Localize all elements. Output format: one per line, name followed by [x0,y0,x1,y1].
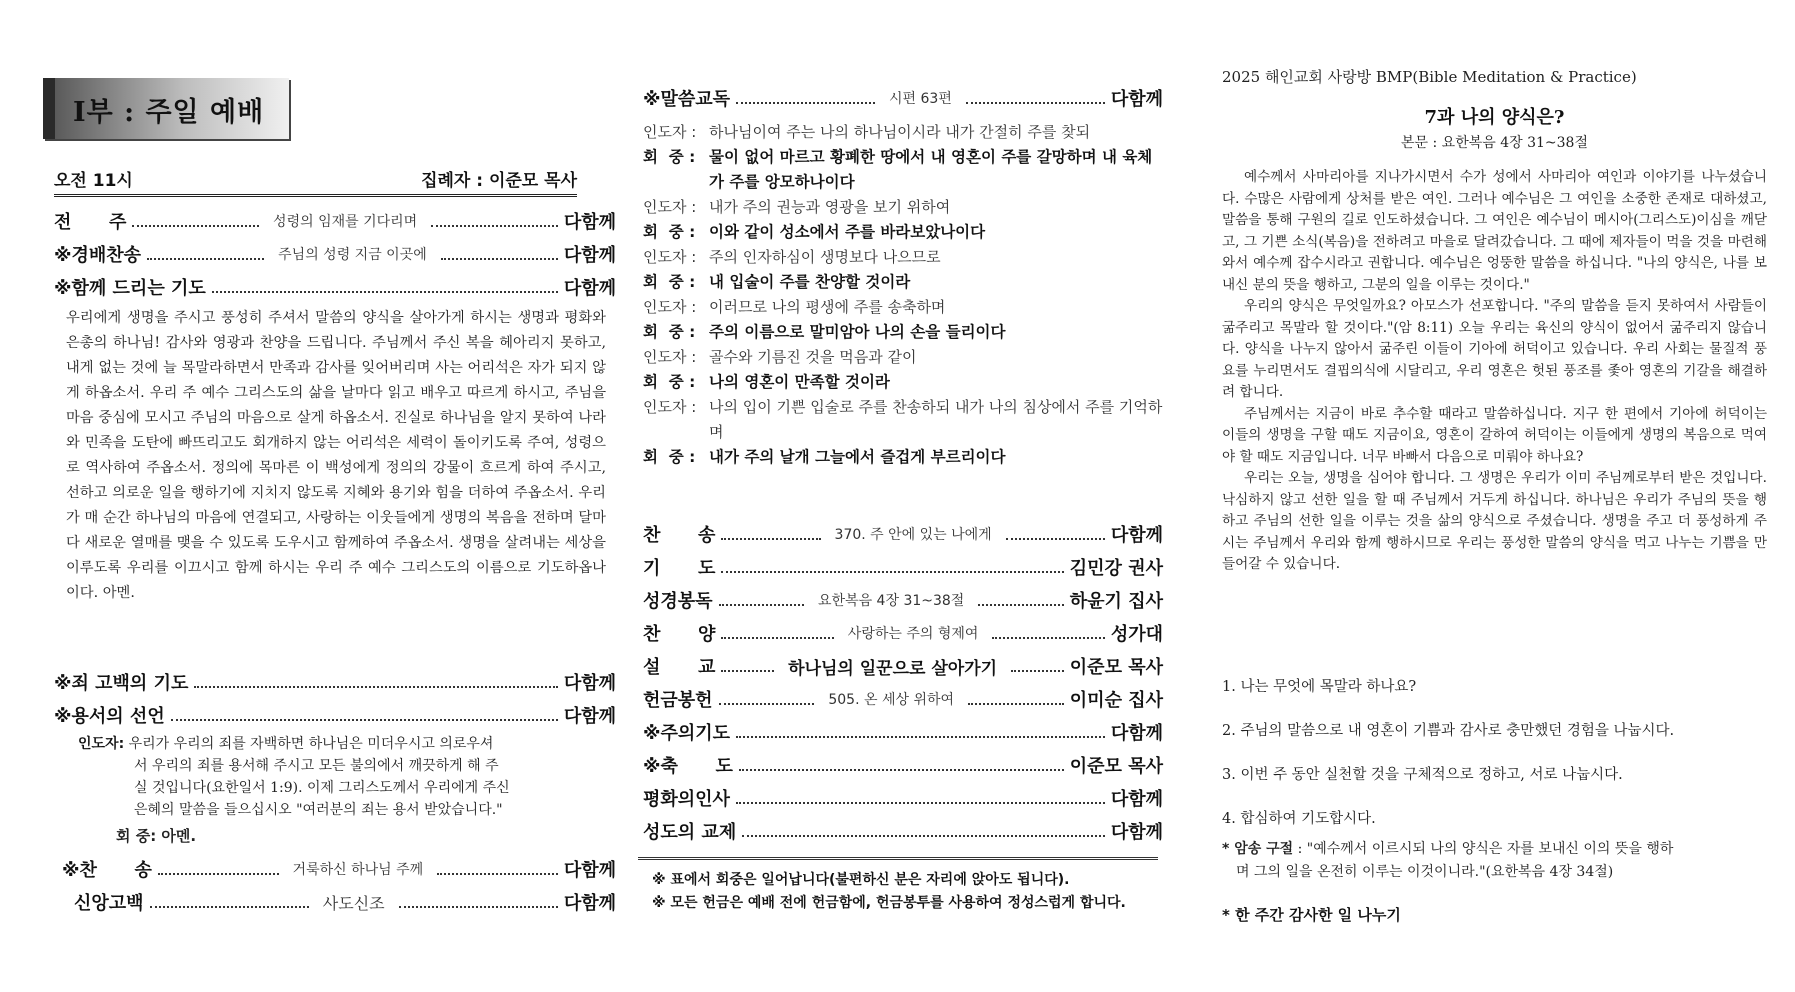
bible-meditation-column [1222,0,1767,992]
leader-dots [132,225,259,227]
speaker-label: 회 중 : [643,373,701,391]
reading-text: 골수와 기름진 것을 먹음과 같이 [709,348,917,366]
reading-text: 내가 주의 날개 그늘에서 즐겁게 부르리이다 [709,448,1006,466]
leader-dots [736,802,1105,804]
order-item [643,553,1163,581]
leader-line [643,295,1163,320]
psalm-reading [643,120,1163,470]
order-item [643,520,1163,548]
reading-text: 주의 이름으로 말미암아 나의 손을 들리이다 [709,323,1006,341]
question-2: 2. 주님의 말씀으로 내 영혼이 기쁨과 감사로 충만했던 경험을 나눕시다. [1222,723,1675,739]
speaker-label: 회 중 : [643,148,701,166]
lesson-paragraph: 주님께서는 지금이 바로 추수할 때라고 말씀하십니다. 지구 한 편에서 기아에 허덕이는 이들의 생명을 구할 때도 지금이요, 영혼이 갈하여 허덕이는 이들에게 생명의 복음으로 먹여야 할 때도 지금입니다. 너무 바빠서 다음으로 미뤄야 하나요? [1222,405,1767,465]
item-leader: 김민강 권사 [1069,558,1163,579]
item-label: 성도의 교제 [643,822,737,843]
reading-text: 내가 주의 권능과 영광을 보기 위하여 [709,198,951,216]
item-label: 찬 송 [643,525,716,546]
order-item [643,784,1163,812]
lesson-paragraph: 우리의 양식은 무엇일까요? 아모스가 선포합니다. "주의 말씀을 듣지 못하여서 사람들이 굶주리고 목말라 할 것이다."(암 8:11) 오늘 우리는 육신의 양식이 없어서 굶주리지 않습니다. 양식을 나누지 않아서 굶주린 이들이 기아에 허덕이고 있습니다. 우리 사회는 물질적 풍요를 누리면서도 결핍의식에 시달리고, 우리 영혼은 헛된 풍조를 좇아 영혼의 기갈을 해결하려 합니다. [1222,298,1767,400]
note-offering: ※ 모든 헌금은 예배 전에 헌금함에, 헌금봉투를 사용하여 정성스럽게 합니다. [652,895,1126,911]
order-item-responsive-reading: ※말씀교독 시편 63편 다함께 [643,89,1164,110]
congregation-line [643,370,1163,395]
notes [652,869,1172,915]
leader-dots [194,686,557,688]
item-leader: 이미순 집사 [1069,690,1164,711]
item-label: ※주의기도 [643,723,731,744]
leader-dots [966,102,1105,104]
speaker-label: 회 중 : [643,323,701,341]
leader-dots [992,637,1104,639]
leader-line [643,345,1163,370]
congregation-line [643,145,1163,195]
leader-dots [968,703,1064,705]
memory-verse-label: * 암송 구절 [1222,841,1294,857]
item-leader: 다함께 [1110,723,1163,744]
speaker-label: 회 중 : [643,448,701,466]
reading-text: 나의 영혼이 만족할 것이라 [709,373,890,391]
item-label: 찬 양 [643,624,716,645]
speaker-label: 인도자 : [643,398,702,416]
order-item [643,685,1163,713]
leader-dots [171,719,558,721]
speaker-label: 인도자 : [643,248,702,266]
item-label: 평화의인사 [643,789,730,810]
leader-dots [1006,538,1105,540]
leader-dots [721,538,820,540]
congregation-line [643,320,1163,345]
leader-dots [736,102,875,104]
item-leader: 성가대 [1110,624,1163,645]
leader-dots [721,571,1063,573]
reading-text: 하나님이여 주는 나의 하나님이시라 내가 간절히 주를 찾되 [709,123,1091,141]
item-label: 성경봉독 [643,591,713,612]
reading-text: 이러므로 나의 평생에 주를 송축하며 [709,298,946,316]
leader-line [643,245,1163,270]
section-title-box [43,78,289,139]
order-item [643,586,1163,614]
item-detail: 요한복음 4장 31~38절 [818,593,965,609]
bmp-header: 2025 해인교회 사랑방 BMP(Bible Meditation & Practice) [1222,68,1637,86]
leader-dots [719,604,804,606]
thanks-sharing: * 한 주간 감사한 일 나누기 [1222,906,1401,924]
worship-order-column [40,0,617,992]
order-item [643,619,1163,647]
reading-text: 주의 인자하심이 생명보다 나으므로 [709,248,941,266]
leader-dots [721,670,774,672]
memory-verse: * 암송 구절 : "예수께서 이르시되 나의 양식은 자를 보내신 이의 뜻을 행하 며 그의 일을 온전히 이루는 이것이니라."(요한복음 4장 34절) [1222,841,1674,880]
leader-dots [742,835,1105,837]
order-item-prelude: 전 주 성령의 임재를 기다리며 다함께 [54,212,617,233]
speaker-label: 인도자 : [643,198,702,216]
note-standing: ※ 표에서 회중은 일어납니다(불편하신 분은 자리에 앉아도 됩니다). [652,872,1070,888]
item-detail: 하나님의 일꾼으로 살아가기 [788,658,998,679]
speaker-label: 인도자 : [643,348,702,366]
congregation-line [643,445,1163,470]
lesson-paragraph: 우리는 오늘, 생명을 심어야 합니다. 그 생명은 우리가 이미 주님께로부터 받은 것입니다. 낙심하지 않고 선한 일을 할 때 주님께서 거두게 하십니다. 하나님은 우리가 주님의 뜻을 행하고 주님의 선한 일을 이루는 것을 삶의 양식으로 주셨습니다. 생명을 주고 더 풍성하게 주시는 주님께서 우리와 함께 행하시므로 우리는 풍성한 말씀의 양식을 먹고 나누는 기쁨을 만들어갈 수 있습니다. [1222,470,1767,572]
divider [638,857,1158,860]
presider: 집례자 : 이준모 목사 [421,171,577,191]
congregation-line [643,270,1163,295]
item-detail: 370. 주 안에 있는 나에게 [834,527,992,543]
order-item-worship-hymn: ※경배찬송 주님의 성령 지금 이곳에 다함께 [54,245,617,266]
section-title: I부 : 주일 예배 [73,97,265,128]
leader-line [643,120,1163,145]
order-item-absolution: ※용서의 선언 다함께 [54,706,616,727]
leader-dots [437,873,558,875]
item-label: ※축 도 [643,756,733,777]
leader-dots [739,769,1064,771]
leader-dots [978,604,1063,606]
leader-dots [158,873,279,875]
absolution-responsive: 인도자: 우리가 우리의 죄를 자백하면 하나님은 미더우시고 의로우셔 서 우리의 죄를 용서해 주시고 모든 불의에서 깨끗하게 해 주 실 것입니다(요한일서 1:9). 이제 그리스도께서 우리에게 주신 은혜의 말씀을 들으십시오 "여러분의 죄는 용서 받았습니다." 회 중: 아멘. [78,733,598,847]
lesson-passage: 본문 : 요한복음 4장 31~38절 [1401,135,1588,151]
leader-dots [736,736,1105,738]
order-item-creed: 신앙고백 사도신조 다함께 [74,893,616,914]
congregation-amen: 회 중: 아멘. [116,827,197,845]
reading-text: 나의 입이 기쁜 입술로 주를 찬송하되 내가 나의 침상에서 주를 기억하며 [709,398,1163,441]
order-item [643,817,1163,845]
leader-dots [721,637,833,639]
order-item-confession: ※죄 고백의 기도 다함께 [54,673,616,694]
item-label: 설 교 [643,657,716,678]
item-leader: 다함께 [1110,822,1163,843]
order-item [643,751,1163,779]
speaker-label: 인도자 : [643,298,702,316]
item-leader: 다함께 [1110,525,1164,546]
service-info-row [54,166,577,197]
leader-dots [150,906,309,908]
item-leader: 이준모 목사 [1069,657,1164,678]
speaker-label: 회 중 : [643,273,701,291]
prayer-text: 우리에게 생명을 주시고 풍성히 주셔서 말씀의 양식을 살아가게 하시는 생명과 평화와 은총의 하나님! 감사와 영광과 찬양을 드립니다. 주님께서 주신 복을 헤아리지 못하고, 내게 없는 것에 늘 목말라하면서 만족과 감사를 잊어버리며 사는 어리석은 자가 되지 않게 하옵소서. 우리 주 예수 그리스도의 삶을 날마다 읽고 배우고 따르게 하시고, 주님을 마음 중심에 모시고 주님의 마음으로 살게 하옵소서. 진실로 하나님을 알지 못하여 나라와 민족을 도탄에 빠뜨리고도 회개하지 않는 어리석은 세력이 돌이키도록 주여, 성령으로 역사하여 주옵소서. 정의에 목마른 이 백성에게 정의의 강물이 흐르게 하여 주시고, 선하고 의로운 일을 행하기에 지치지 않도록 지혜와 용기와 힘을 더하여 주옵소서. 우리가 매 순간 하나님의 마음에 연결되고, 사랑하는 이웃들에게 생명의 복음을 전하며 달마다 새로운 열매를 맺을 수 있도록 도우시고 함께하여 주옵소서. 생명을 살려내는 세상을 이루도록 우리를 이끄시고 함께 하시는 우리 주 예수 그리스도의 이름으로 기도하옵나이다. 아멘. [66,310,606,601]
leader-dots [212,291,558,293]
lesson-body [1222,167,1767,576]
reading-text: 이와 같이 성소에서 주를 바라보았나이다 [709,223,986,241]
order-item-united-prayer: ※함께 드리는 기도 다함께 [54,278,616,299]
congregation-line [643,220,1163,245]
leader-dots [719,703,815,705]
item-detail: 사랑하는 주의 형제여 [847,626,979,642]
speaker-label: 인도자 : [643,123,702,141]
leader-dots [147,258,264,260]
order-item-hymn: ※찬 송 거룩하신 하나님 주께 다함께 [62,860,617,881]
item-label: 헌금봉헌 [643,690,713,711]
leader-label: 인도자: [78,736,125,752]
leader-dots [399,906,558,908]
leader-line [643,395,1163,445]
lesson-paragraph: 예수께서 사마리아를 지나가시면서 수가 성에서 사마리아 여인과 이야기를 나누셨습니다. 수많은 사람에게 상처를 받은 여인. 그러나 예수님은 그 여인을 소중한 존재로 대하셨고, 말씀을 통해 구원의 길로 인도하셨습니다. 그 여인은 예수님이 메시아(그리스도)이심을 깨닫고, 그 기쁜 소식(복음)을 전하려고 마을로 달려갔습니다. 그 때에 제자들이 먹을 것을 마련해 와서 예수께 잡수시라고 권합니다. 예수님은 엉뚱한 말씀을 하십니다. "나의 양식은, 나를 보내신 분의 뜻을 행하고, 그분의 일을 이루는 것이다." [1222,169,1767,293]
leader-line [643,195,1163,220]
question-3: 3. 이번 주 동안 실천할 것을 구체적으로 정하고, 서로 나눕시다. [1222,767,1623,783]
service-time: 오전 11시 [54,171,133,191]
item-detail: 505. 온 세상 위하여 [828,692,955,708]
lesson-title: 7과 나의 양식은? [1424,107,1565,128]
reading-text: 내 입술이 주를 찬양할 것이라 [709,273,911,291]
item-label: 기 도 [643,558,716,579]
leader-dots [431,225,558,227]
question-4: 4. 합심하여 기도합시다. [1222,811,1376,827]
order-item [643,652,1163,680]
leader-dots [441,258,558,260]
reading-text: 물이 없어 마르고 황폐한 땅에서 내 영혼이 주를 갈망하며 내 육체가 주를 앙모하나이다 [709,148,1153,191]
leader-dots [1011,670,1064,672]
responsive-reading-column [638,0,1170,992]
speaker-label: 회 중 : [643,223,701,241]
order-item [643,718,1163,746]
item-leader: 다함께 [1110,789,1163,810]
item-leader: 이준모 목사 [1069,756,1163,777]
item-leader: 하윤기 집사 [1069,591,1163,612]
question-1: 1. 나는 무엇에 목말라 하나요? [1222,679,1417,695]
